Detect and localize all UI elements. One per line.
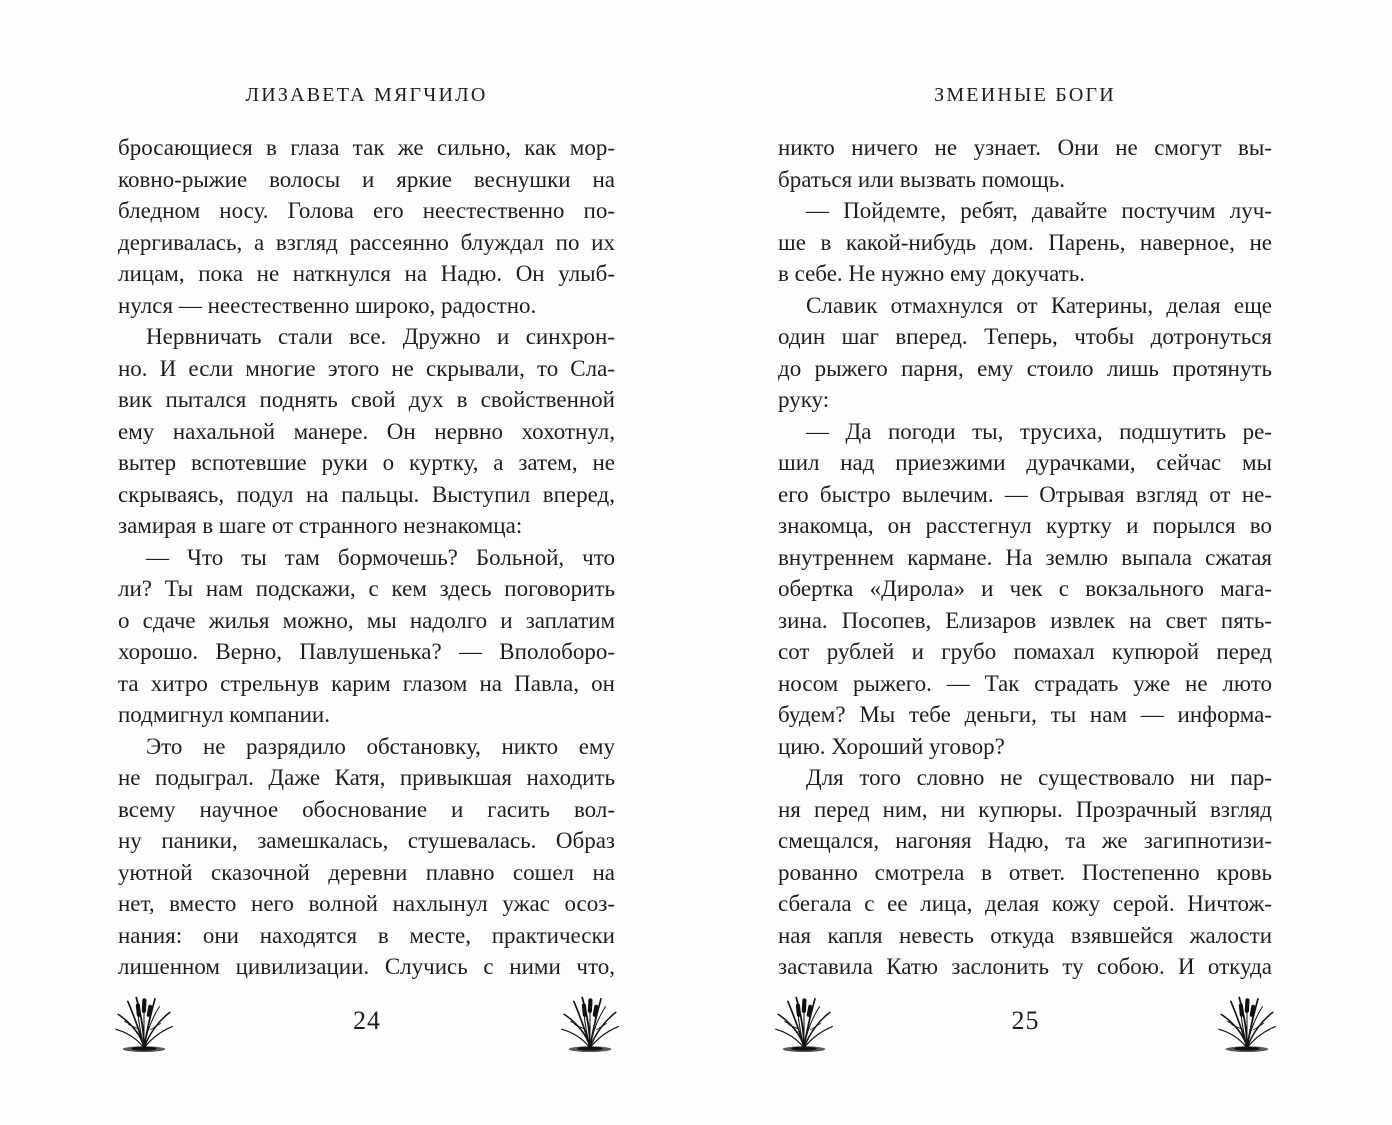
cattail-ornament-icon: [557, 995, 623, 1053]
text-line: его быстро вылечим. — Отрывая взгляд от не-: [778, 481, 1272, 507]
text-line: нулся — неестественно широко, радостно.: [118, 292, 537, 318]
text-line: ная капля невесть откуда взявшейся жалости: [778, 922, 1272, 948]
text-line: рованно смотрела в ответ. Постепенно кровь: [778, 859, 1272, 885]
text-line: шил над приезжими дурачками, сейчас мы: [778, 450, 1272, 475]
text-line: ня перед ним, ни купюры. Прозрачный взгляд: [778, 796, 1272, 822]
text-line: сбегала с ее лица, делая кожу серой. Ничтож-: [778, 891, 1272, 916]
text-line: обертка «Дирола» и чек с вокзального мага-: [778, 576, 1272, 601]
cattail-ornament-icon: [111, 995, 177, 1053]
text-line: — Что ты там бормочешь? Больной, что: [146, 544, 615, 570]
text-line: бросающиеся в глаза так же сильно, как мор-: [118, 135, 615, 160]
paragraph: [778, 195, 1272, 290]
page-footer: [771, 995, 1280, 1053]
page-footer: [111, 995, 623, 1053]
text-line: будем? Мы тебе деньги, ты нам — информа-: [778, 702, 1272, 727]
page-body: [778, 132, 1272, 983]
text-line: — Да погоди ты, трусиха, подшутить ре-: [806, 418, 1272, 444]
text-line: скрываясь, подул на пальцы. Выступил вперед,: [118, 481, 615, 507]
text-line: внутреннем кармане. На землю выпала сжатая: [778, 544, 1272, 570]
text-line: зина. Посопев, Елизаров извлек на свет пять-: [778, 607, 1272, 633]
paragraph: [118, 731, 615, 983]
text-line: уютной сказочной деревни плавно сошел на: [118, 859, 615, 885]
text-line: дергивалась, а взгляд рассеянно блуждал по их: [118, 229, 615, 255]
text-line: никто ничего не узнает. Они не смогут вы-: [778, 135, 1272, 160]
paragraph: [778, 762, 1272, 983]
text-line: Нервничать стали все. Дружно и синхрон-: [146, 324, 615, 349]
text-line: до рыжего парня, ему стоило лишь протянуть: [778, 355, 1272, 381]
page-left: [118, 0, 615, 1125]
text-line: носом рыжего. — Так страдать уже не люто: [778, 670, 1272, 696]
text-line: ли? Ты нам подскажи, с кем здесь поговорить: [118, 576, 615, 601]
text-line: вытер вспотевшие руки о куртку, а затем, не: [118, 450, 615, 475]
paragraph: [778, 416, 1272, 763]
text-line: ему нахальной манере. Он нервно хохотнул,: [118, 418, 615, 444]
text-line: всему научное обоснование и гасить вол-: [118, 796, 615, 822]
text-line: о сдаче жилья можно, мы надолго и заплатим: [118, 607, 615, 633]
paragraph: [118, 132, 615, 321]
text-line: та хитро стрельнув карим глазом на Павла, он: [118, 670, 615, 696]
text-line: замирая в шаге от странного незнакомца:: [118, 513, 523, 538]
paragraph: [778, 132, 1272, 195]
paragraph: [118, 542, 615, 731]
text-line: сот рублей и грубо помахал купюрой перед: [778, 639, 1272, 664]
text-line: лицам, пока не наткнулся на Надю. Он улыб-: [118, 261, 615, 286]
text-line: хорошо. Верно, Павлушенька? — Вполоборо-: [118, 639, 615, 664]
text-line: ну паники, замешкалась, стушевалась. Образ: [118, 828, 615, 853]
text-line: но. И если многие этого не скрывали, то Сла-: [118, 355, 615, 381]
text-line: заставила Катю заслонить ту собою. И откуда: [778, 954, 1272, 979]
text-line: бледном носу. Голова его неестественно по-: [118, 198, 615, 223]
text-line: — Пойдемте, ребят, давайте постучим луч-: [806, 198, 1272, 223]
text-line: Это не разрядило обстановку, никто ему: [146, 733, 615, 759]
running-header: ЛИЗАВЕТА МЯГЧИЛО: [245, 84, 488, 106]
running-header: ЗМЕИНЫЕ БОГИ: [934, 84, 1116, 106]
text-line: Для того словно не существовало ни пар-: [806, 765, 1272, 790]
text-line: знакомца, он расстегнул куртку и порылся во: [778, 513, 1272, 538]
page-right: [778, 0, 1272, 1125]
cattail-ornament-icon: [771, 995, 837, 1053]
text-line: в себе. Не нужно ему докучать.: [778, 261, 1085, 286]
cattail-ornament-icon: [1214, 995, 1280, 1053]
page-number: 24: [353, 1006, 381, 1035]
text-line: ковно-рыжие волосы и яркие веснушки на: [118, 166, 615, 192]
text-line: смещался, нагоняя Надю, та же загипнотизи-: [778, 828, 1272, 853]
text-line: браться или вызвать помощь.: [778, 166, 1065, 192]
paragraph: [118, 321, 615, 542]
text-line: не подыграл. Даже Катя, привыкшая находить: [118, 765, 615, 790]
text-line: вик пытался поднять свой дух в свойственной: [118, 387, 615, 412]
page-body: [118, 132, 615, 983]
text-line: руку:: [778, 387, 830, 412]
text-line: ше в какой-нибудь дом. Парень, наверное, не: [778, 229, 1272, 255]
text-line: подмигнул компании.: [118, 702, 330, 727]
text-line: нет, вместо него волной нахлынул ужас осоз-: [118, 891, 615, 916]
text-line: один шаг вперед. Теперь, чтобы дотронуться: [778, 324, 1272, 349]
paragraph: [778, 290, 1272, 416]
page-number: 25: [1011, 1006, 1040, 1035]
text-line: лишенном цивилизации. Случись с ними что,: [118, 954, 615, 979]
text-line: Славик отмахнулся от Катерины, делая еще: [806, 292, 1272, 318]
text-line: цию. Хороший уговор?: [778, 733, 1005, 759]
text-line: нания: они находятся в месте, практически: [118, 922, 615, 948]
